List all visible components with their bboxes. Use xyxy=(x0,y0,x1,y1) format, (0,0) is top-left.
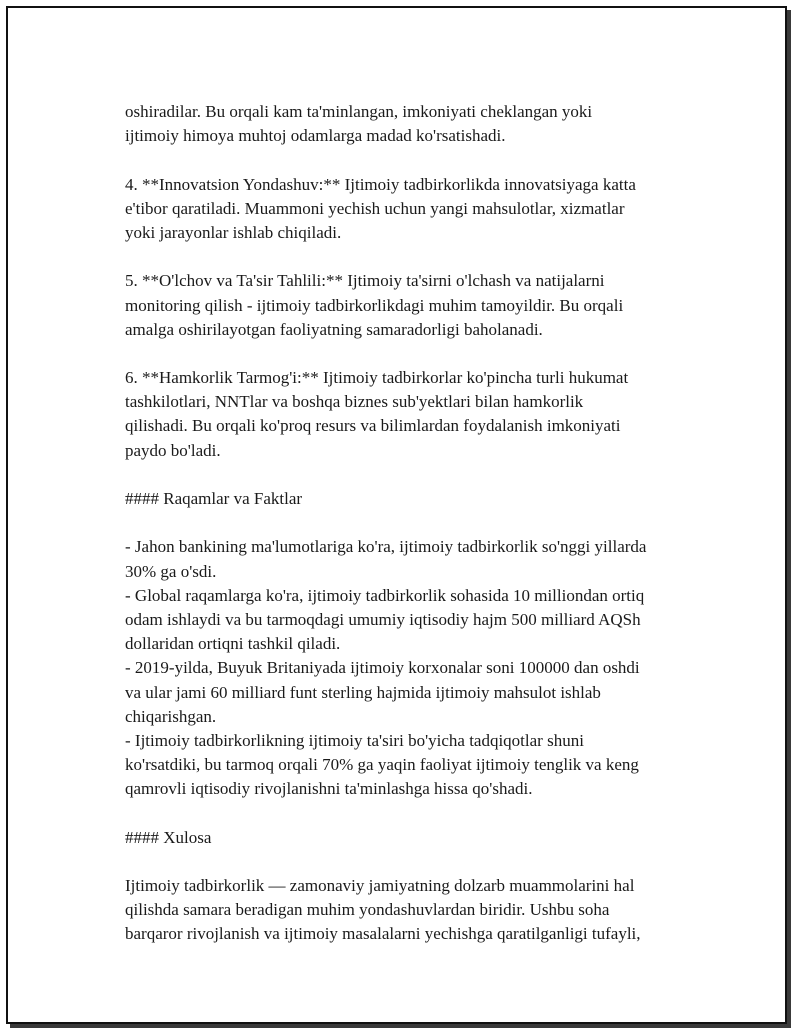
text-line: 6. **Hamkorlik Tarmog'i:** Ijtimoiy tadbirkorlar ko'pincha turli hukumat xyxy=(125,368,629,388)
paragraph-gap xyxy=(125,511,705,535)
text-line: qilishadi. Bu orqali ko'proq resurs va bilimlardan foydalanish imkoniyati xyxy=(125,416,621,436)
text-line: - 2019-yilda, Buyuk Britaniyada ijtimoiy korxonalar soni 100000 dan oshdi xyxy=(125,658,640,678)
text-line: odam ishlaydi va bu tarmoqdagi umumiy iqtisodiy hajm 500 milliard AQSh xyxy=(125,609,641,629)
text-line: paydo bo'ladi. xyxy=(125,440,221,460)
text-line: va ular jami 60 milliard funt sterling hajmida ijtimoiy mahsulot ishlab xyxy=(125,682,601,702)
heading-line: #### Xulosa xyxy=(125,827,212,847)
text-line: 5. **O'lchov va Ta'sir Tahlili:** Ijtimoiy ta'sirni o'lchash va natijalarni xyxy=(125,271,605,291)
text-line: barqaror rivojlanish va ijtimoiy masalalarni yechishga qaratilganligi tufayli, xyxy=(125,924,641,944)
text-line: chiqarishgan. xyxy=(125,706,217,726)
text-line: - Jahon bankining ma'lumotlariga ko'ra, ijtimoiy tadbirkorlik so'nggi yillarda xyxy=(125,537,647,557)
paragraph-gap xyxy=(125,801,705,825)
document-body xyxy=(125,100,705,947)
text-line: dollaridan ortiqni tashkil qiladi. xyxy=(125,634,341,654)
list-item-partnership xyxy=(125,366,705,463)
text-line: - Ijtimoiy tadbirkorlikning ijtimoiy ta'siri bo'yicha tadqiqotlar shuni xyxy=(125,730,584,750)
list-item-innovation xyxy=(125,173,705,246)
text-line: amalga oshirilayotgan faoliyatning samaradorligi baholanadi. xyxy=(125,319,543,339)
text-line: ko'rsatdiki, bu tarmoq orqali 70% ga yaqin faoliyat ijtimoiy tenglik va keng xyxy=(125,755,639,775)
text-line: - Global raqamlarga ko'ra, ijtimoiy tadbirkorlik sohasida 10 milliondan ortiq xyxy=(125,585,645,605)
text-line: qilishda samara beradigan muhim yondashuvlardan biridir. Ushbu soha xyxy=(125,900,610,920)
text-line: oshiradilar. Bu orqali kam ta'minlangan, imkoniyati cheklangan yoki xyxy=(125,102,593,121)
text-line: ijtimoiy himoya muhtoj odamlarga madad ko'rsatishadi. xyxy=(125,126,506,146)
text-line: 30% ga o'sdi. xyxy=(125,561,217,581)
paragraph-continuation xyxy=(125,100,705,148)
text-line: Ijtimoiy tadbirkorlik — zamonaviy jamiyatning dolzarb muammolarini hal xyxy=(125,876,635,895)
paragraph-gap xyxy=(125,463,705,487)
section-heading-facts xyxy=(125,487,705,511)
paragraph-gap xyxy=(125,148,705,172)
heading-line: #### Raqamlar va Faktlar xyxy=(125,489,303,508)
conclusion-paragraph xyxy=(125,874,705,947)
text-line: e'tibor qaratiladi. Muammoni yechish uchun yangi mahsulotlar, xizmatlar xyxy=(125,198,625,218)
facts-list xyxy=(125,535,705,801)
section-heading-conclusion xyxy=(125,826,705,850)
paragraph-gap xyxy=(125,245,705,269)
text-line: monitoring qilish - ijtimoiy tadbirkorlikdagi muhim tamoyildir. Bu orqali xyxy=(125,295,624,315)
list-item-impact-measurement xyxy=(125,269,705,342)
paragraph-gap xyxy=(125,342,705,366)
document-page xyxy=(6,6,787,1024)
text-line: yoki jarayonlar ishlab chiqiladi. xyxy=(125,222,342,242)
text-line: tashkilotlari, NNTlar va boshqa biznes sub'yektlari bilan hamkorlik xyxy=(125,392,584,412)
text-line: 4. **Innovatsion Yondashuv:** Ijtimoiy tadbirkorlikda innovatsiyaga katta xyxy=(125,174,636,194)
text-line: qamrovli iqtisodiy rivojlanishni ta'minlashga hissa qo'shadi. xyxy=(125,779,533,799)
paragraph-gap xyxy=(125,850,705,874)
